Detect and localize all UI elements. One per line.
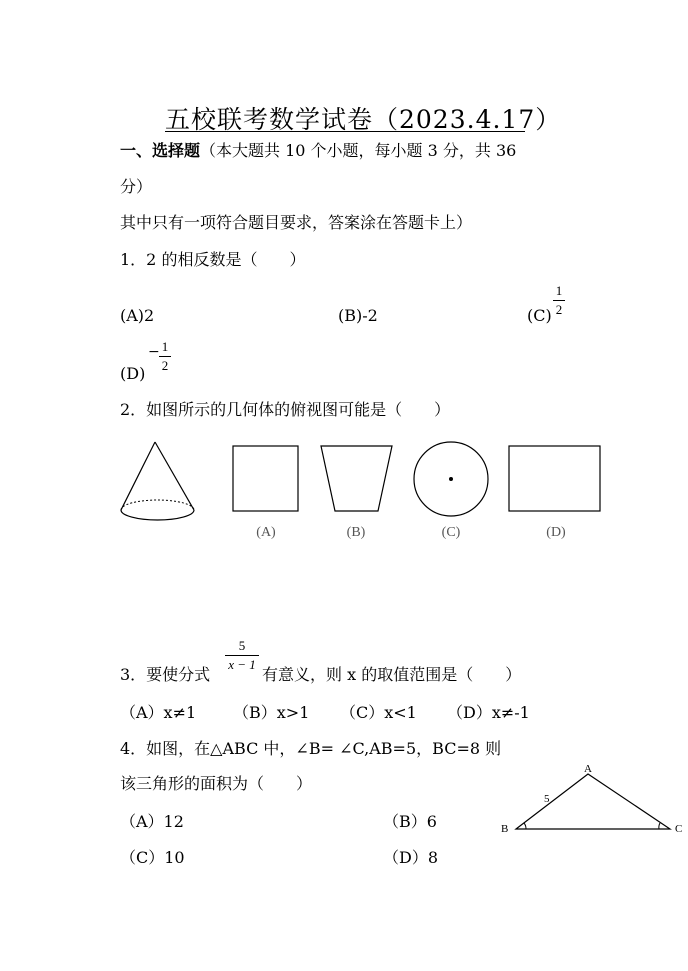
title-underline — [165, 131, 525, 132]
q1-d-numerator: 1 — [161, 339, 169, 354]
q1-c-numerator: 1 — [555, 283, 563, 298]
section-note-2: 分） — [120, 177, 153, 196]
q4-triangle-figure — [495, 760, 688, 840]
fraction-bar — [225, 655, 259, 656]
option-d-rectangle — [509, 446, 600, 511]
q3-stem-suffix: 有意义，则 x 的取值范围是（ ） — [262, 665, 522, 684]
fraction-bar — [159, 356, 171, 357]
q4-option-c: （C）10 — [120, 848, 185, 867]
q2-stem: 2．如图所示的几何体的俯视图可能是（ ） — [120, 400, 451, 419]
q1-d-sign: − — [148, 344, 160, 360]
q1-option-d-label: (D) — [120, 364, 146, 383]
q3-stem-prefix: 3．要使分式 — [120, 665, 211, 684]
option-b-trapezoid — [321, 446, 392, 511]
page-title: 五校联考数学试卷（2023.4.17） — [165, 105, 562, 134]
q1-stem: 1．2 的相反数是（ ） — [120, 250, 306, 269]
section-heading-line — [120, 138, 516, 161]
angle-b-mark — [524, 823, 526, 829]
q4-option-d: （D）8 — [383, 848, 439, 867]
option-c-center-dot — [449, 477, 453, 481]
q3-option-a: （A）x≠1 — [120, 703, 197, 722]
q1-option-c-fraction — [553, 283, 565, 318]
side-ab-label: 5 — [544, 793, 550, 805]
q2-figure — [110, 430, 620, 545]
vertex-a-label: A — [584, 763, 592, 775]
q3-option-d: （D）x≠-1 — [447, 703, 530, 722]
q4-stem-line1: 4．如图，在△ABC 中，∠B= ∠C,AB=5，BC=8 则 — [120, 739, 502, 758]
q2-label-c: (C) — [441, 525, 461, 540]
q1-d-denominator: 2 — [161, 358, 169, 373]
vertex-b-label: B — [501, 823, 509, 835]
q2-label-b: (B) — [346, 525, 366, 540]
q3-option-c: （C）x<1 — [340, 703, 417, 722]
q1-option-a: (A)2 — [120, 306, 155, 325]
q1-c-denominator: 2 — [555, 302, 563, 317]
triangle-abc — [516, 774, 670, 829]
vertex-c-label: C — [675, 823, 683, 835]
q3-fraction — [225, 638, 259, 673]
q1-option-b: (B)-2 — [338, 306, 378, 325]
option-a-square — [233, 446, 298, 511]
q4-stem-line2: 该三角形的面积为（ ） — [120, 774, 313, 793]
fraction-bar — [553, 300, 565, 301]
cone-figure — [121, 442, 194, 520]
q4-option-b: （B）6 — [383, 812, 437, 831]
angle-c-mark — [659, 823, 660, 829]
q3-numerator: 5 — [238, 638, 246, 653]
section-note-1: （本大题共 10 个小题，每小题 3 分，共 36 — [200, 141, 517, 160]
q2-label-a: (A) — [256, 525, 276, 540]
q3-denominator: x − 1 — [228, 657, 256, 672]
q4-option-a: （A）12 — [120, 812, 184, 831]
q1-option-c-label: (C) — [527, 306, 552, 325]
section-heading: 一、选择题 — [120, 141, 201, 160]
q1-option-d-fraction — [159, 339, 171, 374]
section-instruction: 其中只有一项符合题目要求，答案涂在答题卡上） — [120, 213, 473, 232]
q2-label-d: (D) — [546, 525, 566, 540]
q3-option-b: （B）x>1 — [233, 703, 310, 722]
